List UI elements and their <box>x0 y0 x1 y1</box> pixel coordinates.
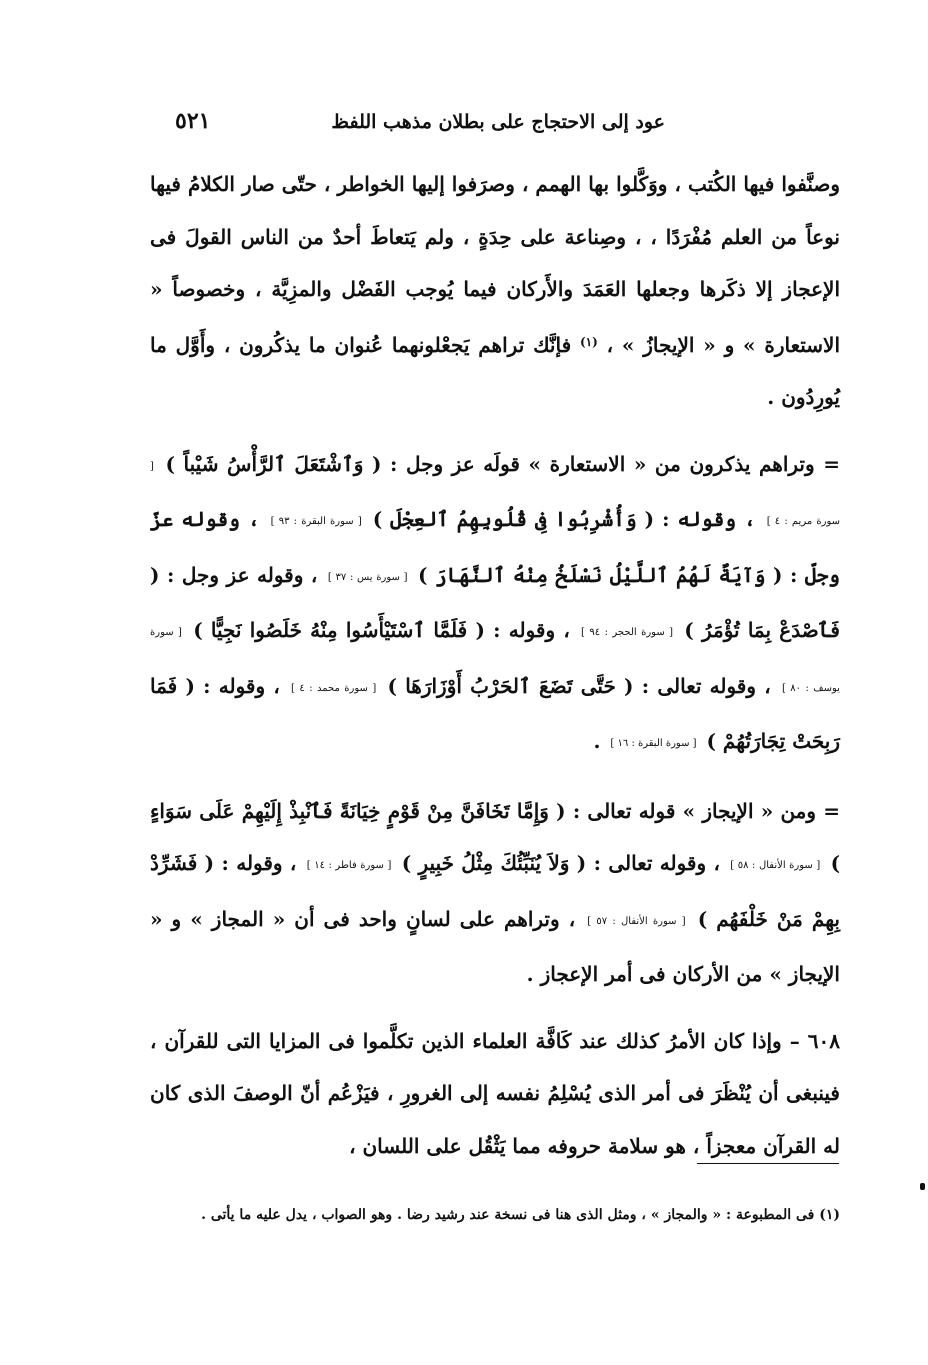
surah-reference: [ سورة يوسف : ٨٠ ] <box>150 627 840 694</box>
footnote-text: فى المطبوعة : « والمجاز » ، ومثل الذى هنا فى نسخة عند رشيد رضا . وهو الصواب ، يدل عليه ما يأتى . <box>201 1207 815 1223</box>
surah-reference: [ سورة الأنفال : ٥٨ ] <box>730 860 821 871</box>
quran-quote: ( وَآيَةٌ لَهُمُ ٱللَّيْلُ نَسْلَخُ مِنْهُ ٱلنَّهَارَ ) <box>418 562 783 587</box>
quran-quote: ( وَلاَ يُنَبِّئُكَ مِثْلُ خَبِيرٍ ) <box>401 851 587 875</box>
quran-quote: ( وَإِمَّا تَخَافَنَّ مِنْ قَوْمٍ خِيَانَةً فَٱنْبِذْ إِلَيْهِمْ عَلَى سَوَاءٍ ) <box>150 798 841 875</box>
connector-text: ، وقوله عز وجل : <box>166 562 318 587</box>
paragraph-2-intro: = وتراهم يذكرون من « الاستعارة » قولَه عز وجل : <box>390 451 840 476</box>
quran-quote: ( فَٱصْدَعْ بِمَا تُؤْمَرُ ) <box>150 562 840 642</box>
surah-reference: [ سورة الحجر : ٩٤ ] <box>581 627 674 638</box>
quran-quote: ( فَلَمَّا ٱسْتَيْأَسُوا مِنْهُ خَلَصُوا نَجِيًّا ) <box>193 618 485 642</box>
margin-ink-mark <box>920 1183 925 1190</box>
footnote-separator <box>697 1163 839 1164</box>
footnote <box>150 1196 840 1234</box>
paragraph-1 <box>150 158 840 424</box>
page-number: ٥٢١ <box>175 108 211 134</box>
connector-text: ، وقوله عزّ وجلّ : <box>150 507 841 587</box>
paragraph-3-intro: = ومن « الإيجاز » قوله تعالى : <box>572 798 841 823</box>
surah-reference: [ سورة البقرة : ١٦ ] <box>610 738 697 749</box>
paragraph-3-end: ، وتراهم على لسانٍ واحد فى أن « المجاز » و « الإيجاز » من الأركان فى أمر الإعجاز . <box>150 906 840 986</box>
footnote-reference-1: (١) <box>579 334 598 349</box>
paragraph-2 <box>150 438 840 771</box>
connector-text: ، وقوله : <box>221 851 297 875</box>
paragraph-4 <box>150 1015 840 1173</box>
paragraph-1-end: فإنَّك تراهم يَجعْلونهما عُنوان ما يذكُرون ، وأَوَّل ما يُورِدُون . <box>150 332 840 409</box>
paragraph-1-text: وصنَّفوا فيها الكُتب ، ووَكَّلوا بها الهمم ، وصرَفوا إليها الخواطر ، حتّى صار الكلامُ فيها نوعاً من العلم مُفْرَدًا ، ، وصِناعة على حِدَةٍ ، ولم يَتعاطَ أحدٌ من الناس القولَ فى الإعجاز إلا ذكَرها وجعلها العَمَدَ والأَركان فيما يُوجب الفَضْل والمزِيَّة ، وخصوصاً « الاستعارة » و « الإيجازُ » ، <box>150 172 840 357</box>
running-title: عود إلى الاحتجاج على بطلان مذهب اللفظ <box>331 111 665 133</box>
quran-quote: ( حَتَّى تَضَعَ ٱلحَرْبُ أَوْزَارَهَا ) <box>387 673 634 698</box>
connector-text: ، وقوله : <box>203 673 280 698</box>
surah-reference: [ سورة محمد : ٤ ] <box>291 682 377 694</box>
connector-text: ، وقوله : <box>662 507 756 531</box>
page-header <box>175 108 665 142</box>
quran-quote: ( فَمَا رَبِحَتْ تِجَارَتُهُمْ ) <box>150 673 840 753</box>
surah-reference: [ سورة مريم : ٤ ] <box>150 460 841 527</box>
surah-reference: [ سورة الأنفال : ٥٧ ] <box>587 915 686 927</box>
quran-quote: ( وَٱشْتَعَلَ ٱلرَّأْسُ شَيْباً ) <box>165 451 382 476</box>
quran-quote: ( فَشَرِّدْ بِهِمْ مَنْ خَلْفَهُم ) <box>150 851 840 931</box>
paragraph-4-text: ٦٠٨ – وإذا كان الأمرُ كذلك عند كَافَّة العلماء الذين تكلَّموا فى المزايا التى للقرآن ، فينبغى أن يُنْظَرَ فى أمر الذى يُسْلِمُ نفسه إلى الغرورِ ، فيَزْعُم أنّ الوصفَ الذى كان له القرآن معجزاً ، هو سلامة حروفه مما يَثْقُل على اللسان ، <box>150 1028 840 1158</box>
surah-reference: [ سورة فاطر : ١٤ ] <box>306 860 392 871</box>
connector-text: ، وقوله : <box>493 618 570 642</box>
connector-text: ، وقوله تعالى : <box>641 673 771 698</box>
surah-reference: [ سورة يس : ٣٧ ] <box>327 571 408 583</box>
main-text <box>150 158 840 1172</box>
connector-text: ، وقوله تعالى : <box>593 851 720 875</box>
surah-reference: [ سورة البقرة : ٩٣ ] <box>270 516 362 527</box>
quran-quote: ( وَأُشْرِبُوا فِى قُلُوبِهِمُ ٱلعِجْلَ ) <box>372 507 655 531</box>
sentence-end: . <box>593 729 601 753</box>
footnote-marker: (١) <box>819 1207 840 1223</box>
paragraph-3 <box>150 785 840 1001</box>
